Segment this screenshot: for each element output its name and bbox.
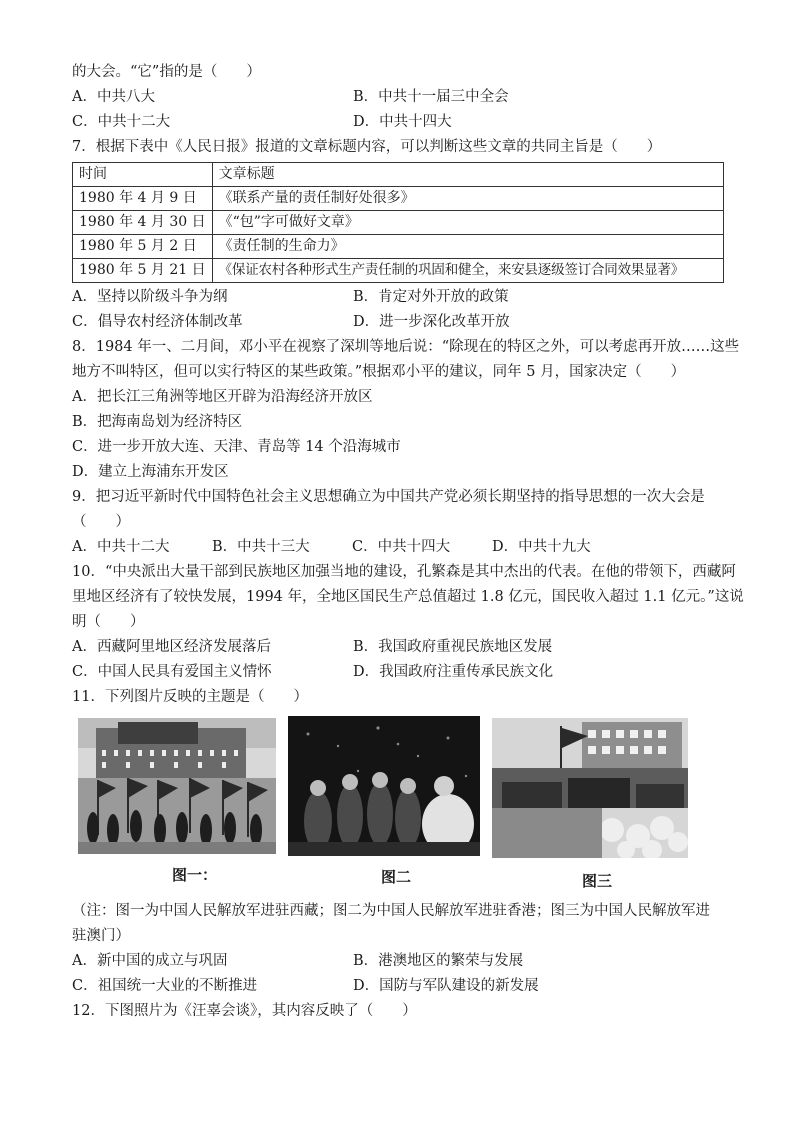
table-cell-title: 《责任制的生命力》 bbox=[212, 235, 723, 259]
photo-macau-illustration bbox=[492, 718, 688, 858]
q6-options-row1 bbox=[72, 85, 724, 110]
q6-option-a[interactable]: A．中共八大 bbox=[72, 89, 155, 105]
q6-option-c[interactable]: C．中共十二大 bbox=[72, 114, 171, 130]
photo-caption-1: 图一： bbox=[172, 866, 218, 884]
q10-options-row2 bbox=[72, 660, 724, 685]
q10-stem-line3: 明（ ） bbox=[72, 614, 145, 630]
q9-option-d[interactable]: D．中共十九大 bbox=[492, 539, 591, 555]
table-cell-title: 《联系产量的责任制好处很多》 bbox=[212, 187, 723, 211]
q11-stem: 11．下列图片反映的主题是（ ） bbox=[72, 689, 308, 705]
q12-stem: 12．下图照片为《汪辜会谈》，其内容反映了（ ） bbox=[72, 1003, 417, 1019]
q6-options-row2 bbox=[72, 110, 724, 135]
table-cell-title: 《保证农村各种形式生产责任制的巩固和健全，来安县逐级签订合同效果显著》 bbox=[212, 259, 723, 283]
table-row bbox=[73, 187, 724, 211]
q10-option-d[interactable]: D．我国政府注重传承民族文化 bbox=[353, 664, 554, 680]
table-header-date: 时间 bbox=[73, 163, 213, 187]
table-cell-date: 1980 年 4 月 30 日 bbox=[73, 211, 213, 235]
q7-option-d[interactable]: D．进一步深化改革开放 bbox=[353, 314, 510, 330]
q9-stem-line1: 9．把习近平新时代中国特色社会主义思想确立为中国共产党必须长期坚持的指导思想的一次大会是 bbox=[72, 489, 705, 505]
q9-option-c[interactable]: C．中共十四大 bbox=[352, 539, 451, 555]
q10-option-b[interactable]: B．我国政府重视民族地区发展 bbox=[353, 639, 553, 655]
table-header-row bbox=[73, 163, 724, 187]
table-cell-date: 1980 年 4 月 9 日 bbox=[73, 187, 213, 211]
table-row bbox=[73, 235, 724, 259]
q8-option-d[interactable]: D．建立上海浦东开发区 bbox=[72, 464, 229, 480]
table-cell-title: 《“包”字可做好文章》 bbox=[212, 211, 723, 235]
q7-option-c[interactable]: C．倡导农村经济体制改革 bbox=[72, 314, 243, 330]
q8-option-b[interactable]: B．把海南岛划为经济特区 bbox=[72, 414, 243, 430]
q11-option-a[interactable]: A．新中国的成立与巩固 bbox=[72, 953, 228, 969]
q10-stem-line2: 里地区经济有了较快发展，1994 年，全地区国民生产总值超过 1.8 亿元，国民收入超过 1.1 亿元。”这说 bbox=[72, 589, 744, 605]
q7-option-b[interactable]: B．肯定对外开放的政策 bbox=[353, 289, 509, 305]
q8-option-c[interactable]: C．进一步开放大连、天津、青岛等 14 个沿海城市 bbox=[72, 439, 401, 455]
photo-tibet-illustration bbox=[78, 718, 276, 854]
q8-stem-line1: 8．1984 年一、二月间，邓小平在视察了深圳等地后说：“除现在的特区之外，可以考虑再开放……这些 bbox=[72, 339, 740, 355]
q7-option-a[interactable]: A．坚持以阶级斗争为纲 bbox=[72, 289, 228, 305]
q8-option-a[interactable]: A．把长江三角洲等地区开辟为沿海经济开放区 bbox=[72, 389, 373, 405]
q9-option-b[interactable]: B．中共十三大 bbox=[212, 539, 310, 555]
q6-option-b[interactable]: B．中共十一届三中全会 bbox=[353, 89, 509, 105]
table-row bbox=[73, 259, 724, 283]
table-row bbox=[73, 211, 724, 235]
q7-options-row2 bbox=[72, 310, 724, 335]
q11-note: （注：图一为中国人民解放军进驻西藏；图二为中国人民解放军进驻香港；图三为中国人民解放军进驻澳门） bbox=[72, 903, 710, 944]
q8-stem-line2: 地方不叫特区，但可以实行特区的某些政策。”根据邓小平的建议，同年 5 月，国家决定（ ） bbox=[72, 364, 686, 380]
q7-stem: 7．根据下表中《人民日报》报道的文章标题内容，可以判断这些文章的共同主旨是（ ） bbox=[72, 139, 662, 155]
q11-photo-group bbox=[72, 714, 724, 899]
photo-hongkong bbox=[288, 716, 480, 856]
photo-tibet bbox=[78, 718, 276, 854]
q11-option-c[interactable]: C．祖国统一大业的不断推进 bbox=[72, 978, 258, 994]
q6-stem-tail: 的大会。“它”指的是（ ） bbox=[72, 64, 261, 80]
q10-option-a[interactable]: A．西藏阿里地区经济发展落后 bbox=[72, 639, 271, 655]
table-cell-date: 1980 年 5 月 21 日 bbox=[73, 259, 213, 283]
photo-caption-3: 图三 bbox=[582, 872, 613, 890]
photo-macau bbox=[492, 718, 688, 858]
q10-options-row1 bbox=[72, 635, 724, 660]
q9-stem-line2: （ ） bbox=[72, 514, 130, 530]
q7-news-table bbox=[72, 162, 724, 283]
table-cell-date: 1980 年 5 月 2 日 bbox=[73, 235, 213, 259]
photo-caption-2: 图二 bbox=[381, 868, 412, 886]
q10-option-c[interactable]: C．中国人民具有爱国主义情怀 bbox=[72, 664, 272, 680]
q11-options-row1 bbox=[72, 949, 724, 974]
table-header-title: 文章标题 bbox=[212, 163, 723, 187]
q11-option-d[interactable]: D．国防与军队建设的新发展 bbox=[353, 978, 539, 994]
q11-options-row2 bbox=[72, 974, 724, 999]
q7-options-row1 bbox=[72, 285, 724, 310]
q6-option-d[interactable]: D．中共十四大 bbox=[353, 114, 452, 130]
q9-option-a[interactable]: A．中共十二大 bbox=[72, 539, 170, 555]
q10-stem-line1: 10．“中央派出大量干部到民族地区加强当地的建设，孔繁森是其中杰出的代表。在他的带领下，西藏阿 bbox=[72, 564, 736, 580]
q11-option-b[interactable]: B．港澳地区的繁荣与发展 bbox=[353, 953, 524, 969]
photo-hongkong-illustration bbox=[288, 716, 480, 856]
exam-page bbox=[72, 60, 744, 1024]
q9-options-row bbox=[72, 535, 724, 560]
